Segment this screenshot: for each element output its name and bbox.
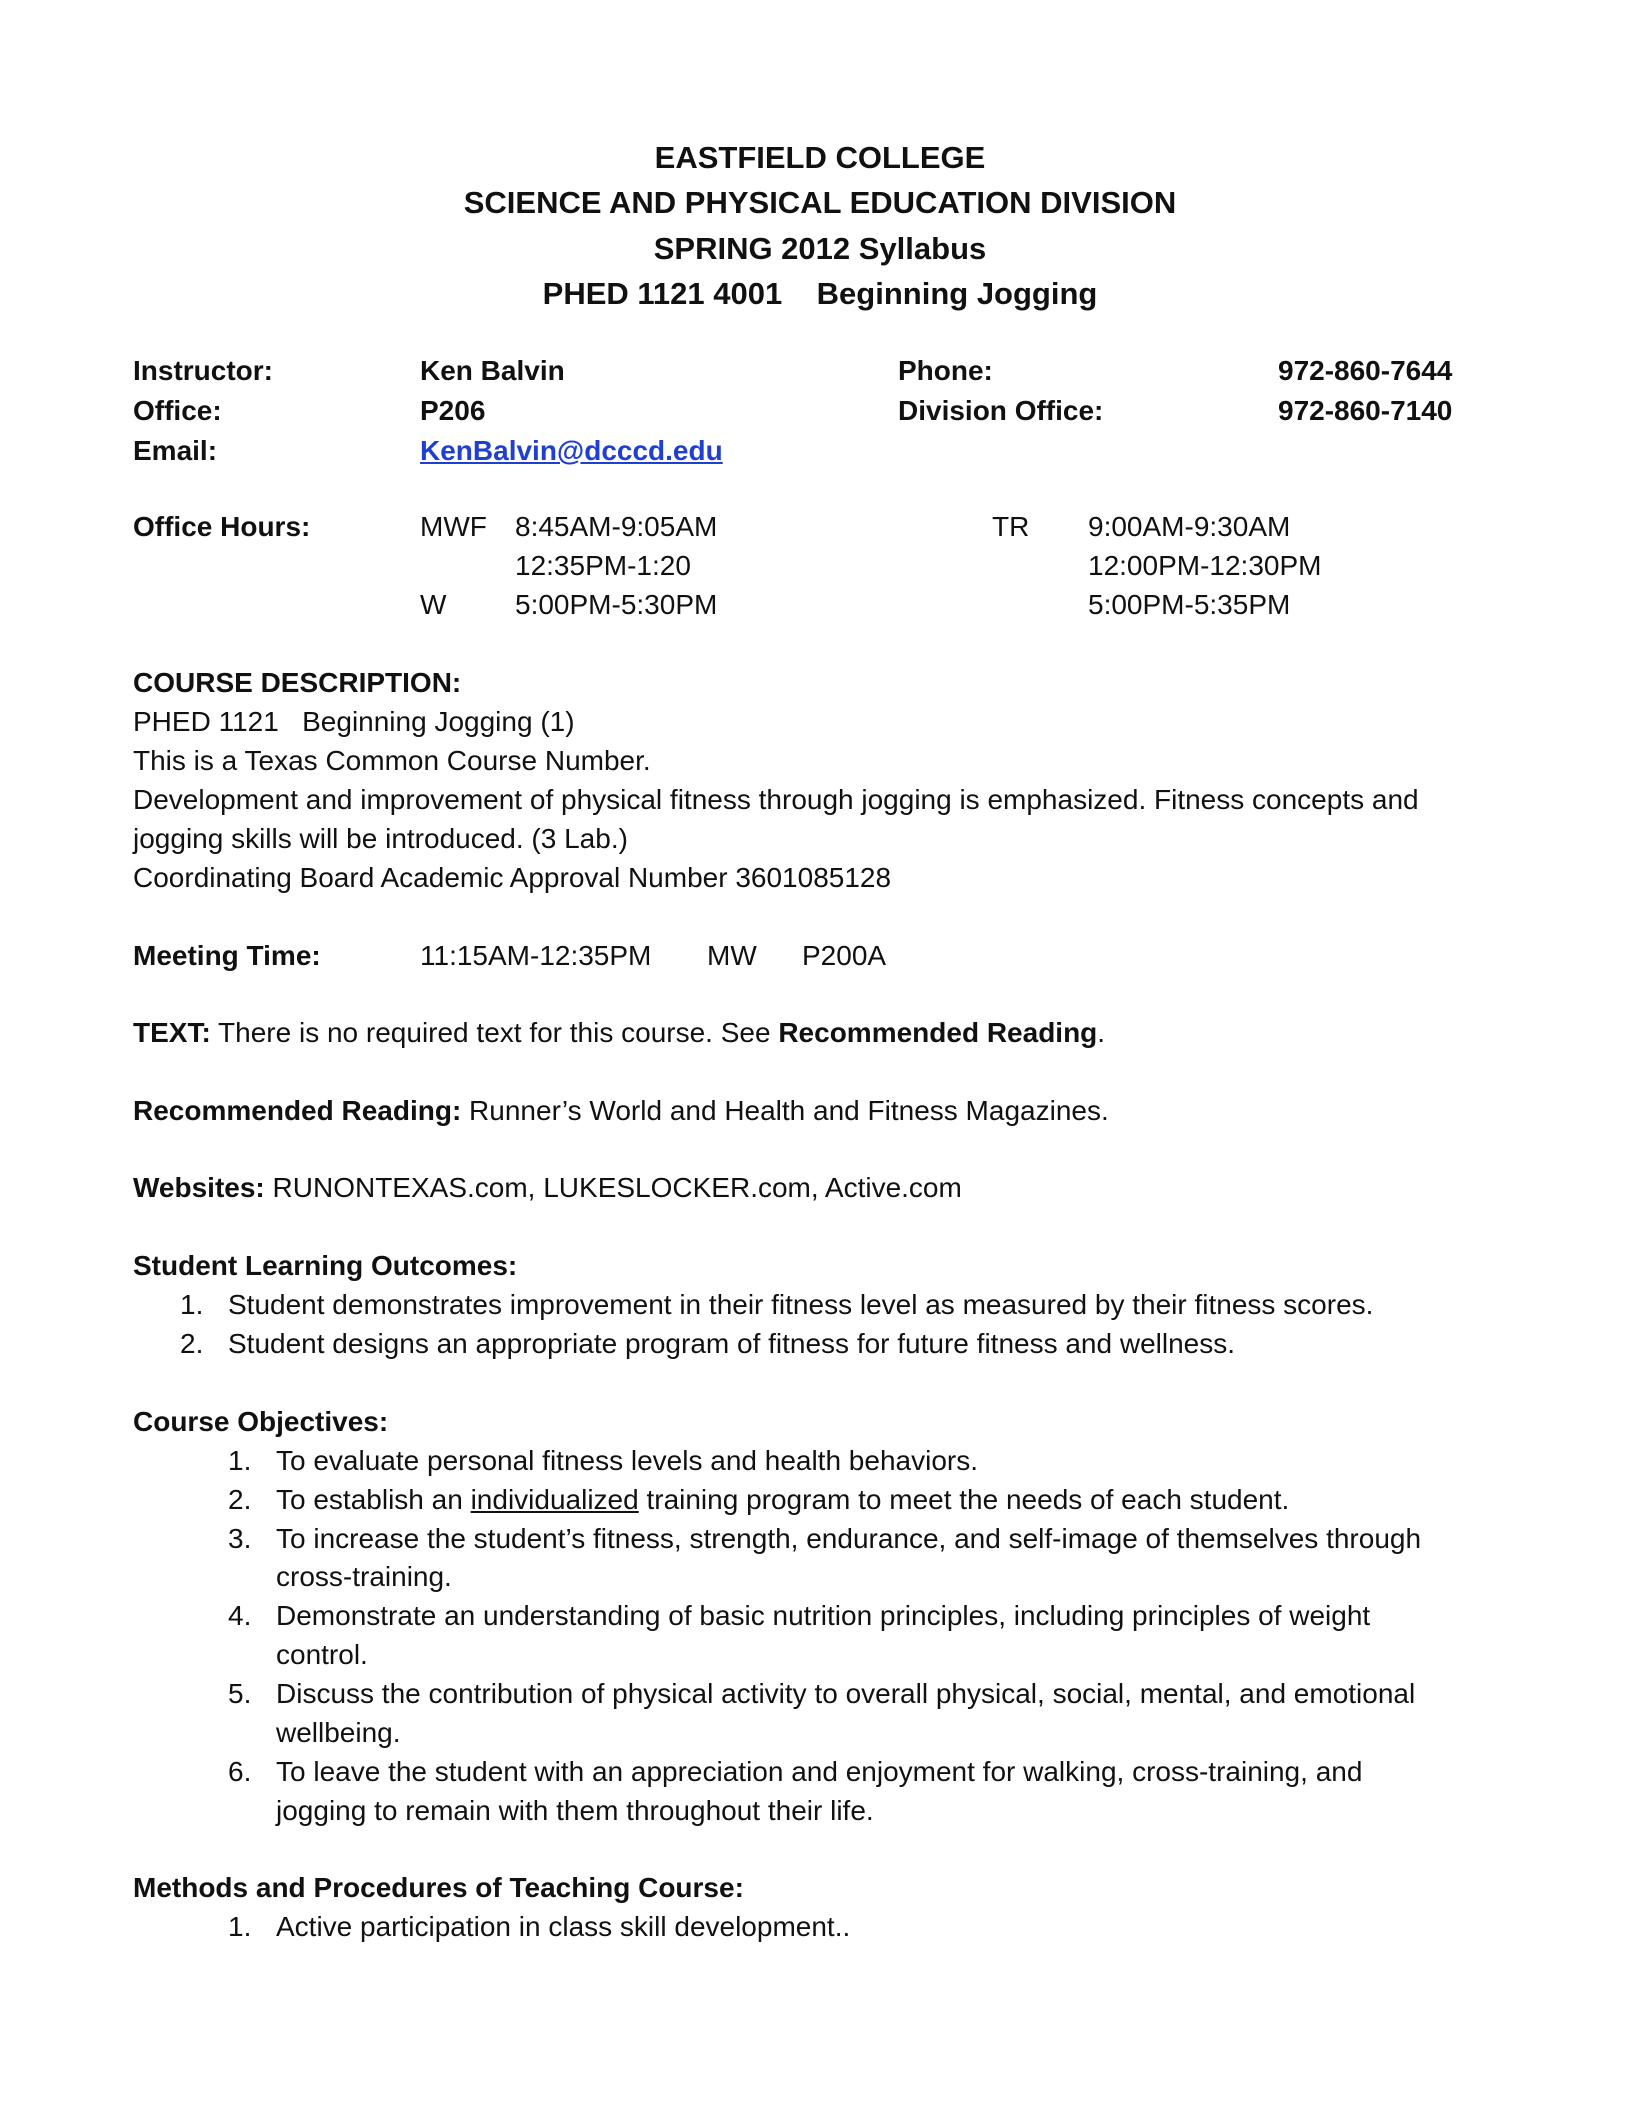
list-item-number: 2.: [228, 1484, 252, 1515]
list-item-number: 5.: [228, 1678, 252, 1709]
recommended-reading: [133, 1092, 1109, 1130]
list-item: Discuss the contribution of physical activity to overall physical, social, mental, and emotional: [276, 1678, 1416, 1709]
list-item: [276, 1481, 1289, 1519]
websites: [133, 1169, 962, 1207]
meeting-days: MW: [707, 940, 757, 971]
division-name: SCIENCE AND PHYSICAL EDUCATION DIVISION: [463, 185, 1177, 220]
course-description-line: Development and improvement of physical fitness through jogging is emphasized. Fitness concepts and: [133, 784, 1419, 815]
office-hours-mwf-time-1: 8:45AM-9:05AM: [515, 511, 718, 542]
office-hours-w-days: W: [420, 589, 447, 620]
course-name: Beginning Jogging: [816, 276, 1098, 311]
list-item-continued: control.: [276, 1639, 368, 1670]
office-hours-w-time: 5:00PM-5:30PM: [515, 589, 718, 620]
course-code: PHED 1121 4001: [542, 276, 783, 311]
office-hours-mwf-time-2: 12:35PM-1:20: [515, 550, 691, 581]
phone-label: Phone:: [898, 355, 993, 386]
office-hours-tr-time-3: 5:00PM-5:35PM: [1088, 589, 1291, 620]
list-item: To evaluate personal fitness levels and health behaviors.: [276, 1445, 978, 1476]
meeting-time-label: Meeting Time:: [133, 940, 321, 971]
objective-text: training program to meet the needs of each student.: [638, 1484, 1290, 1515]
list-item-number: 2.: [180, 1328, 204, 1359]
instructor-label: Instructor:: [133, 355, 273, 386]
division-office-phone: 972-860-7140: [1278, 395, 1453, 426]
list-item-number: 6.: [228, 1756, 252, 1787]
objective-text: To establish an: [276, 1484, 471, 1515]
office-hours-tr-time-2: 12:00PM-12:30PM: [1088, 550, 1322, 581]
college-name: EASTFIELD COLLEGE: [654, 140, 986, 175]
recommended-reading-body: Runner’s World and Health and Fitness Magazines.: [461, 1095, 1109, 1126]
list-item-continued: cross-training.: [276, 1561, 452, 1592]
email-label: Email:: [133, 435, 218, 466]
list-item: Active participation in class skill development..: [276, 1911, 851, 1942]
semester-title: SPRING 2012 Syllabus: [653, 231, 987, 266]
course-description-heading: COURSE DESCRIPTION:: [133, 667, 462, 698]
text-body: There is no required text for this course. See: [210, 1017, 779, 1048]
division-office-label: Division Office:: [898, 395, 1104, 426]
course-objectives-heading: Course Objectives:: [133, 1406, 389, 1437]
office-hours-mwf-days: MWF: [420, 511, 487, 542]
phone-number: 972-860-7644: [1278, 355, 1453, 386]
list-item-continued: jogging to remain with them throughout their life.: [276, 1795, 874, 1826]
underlined-word: individualized: [470, 1484, 639, 1515]
office-hours-tr-time-1: 9:00AM-9:30AM: [1088, 511, 1291, 542]
list-item-number: 1.: [228, 1911, 252, 1942]
course-description-line: PHED 1121 Beginning Jogging (1): [133, 706, 575, 737]
list-item-number: 4.: [228, 1600, 252, 1631]
course-description-line: Coordinating Board Academic Approval Number 3601085128: [133, 862, 892, 893]
websites-label: Websites:: [133, 1172, 265, 1203]
meeting-room: P200A: [802, 940, 887, 971]
office-hours-label: Office Hours:: [133, 511, 311, 542]
list-item: Student demonstrates improvement in their fitness level as measured by their fitness scores.: [228, 1289, 1374, 1320]
methods-heading: Methods and Procedures of Teaching Course:: [133, 1872, 744, 1903]
list-item-number: 1.: [180, 1289, 204, 1320]
course-title: [0, 272, 1640, 316]
meeting-time: 11:15AM-12:35PM: [420, 940, 652, 971]
list-item-number: 1.: [228, 1445, 252, 1476]
list-item: Demonstrate an understanding of basic nutrition principles, including principles of weight: [276, 1600, 1371, 1631]
list-item: To increase the student’s fitness, strength, endurance, and self-image of themselves through: [276, 1523, 1422, 1554]
office-room: P206: [420, 395, 486, 426]
text-recommended-ref: Recommended Reading: [778, 1017, 1098, 1048]
office-label: Office:: [133, 395, 222, 426]
instructor-name: Ken Balvin: [420, 355, 565, 386]
list-item: Student designs an appropriate program of fitness for future fitness and wellness.: [228, 1328, 1236, 1359]
list-item-number: 3.: [228, 1523, 252, 1554]
email-link[interactable]: KenBalvin@dcccd.edu: [420, 435, 723, 466]
text-section: [133, 1014, 1105, 1052]
recommended-reading-label: Recommended Reading:: [133, 1095, 462, 1126]
websites-list: RUNONTEXAS.com, LUKESLOCKER.com, Active.com: [264, 1172, 962, 1203]
text-label: TEXT:: [133, 1017, 211, 1048]
course-description-line: This is a Texas Common Course Number.: [133, 745, 651, 776]
list-item-continued: wellbeing.: [276, 1717, 401, 1748]
course-description-line: jogging skills will be introduced. (3 Lab.): [133, 823, 628, 854]
learning-outcomes-heading: Student Learning Outcomes:: [133, 1250, 518, 1281]
text-end: .: [1097, 1017, 1106, 1048]
list-item: To leave the student with an appreciation and enjoyment for walking, cross-training, and: [276, 1756, 1363, 1787]
office-hours-tr-days: TR: [992, 511, 1030, 542]
